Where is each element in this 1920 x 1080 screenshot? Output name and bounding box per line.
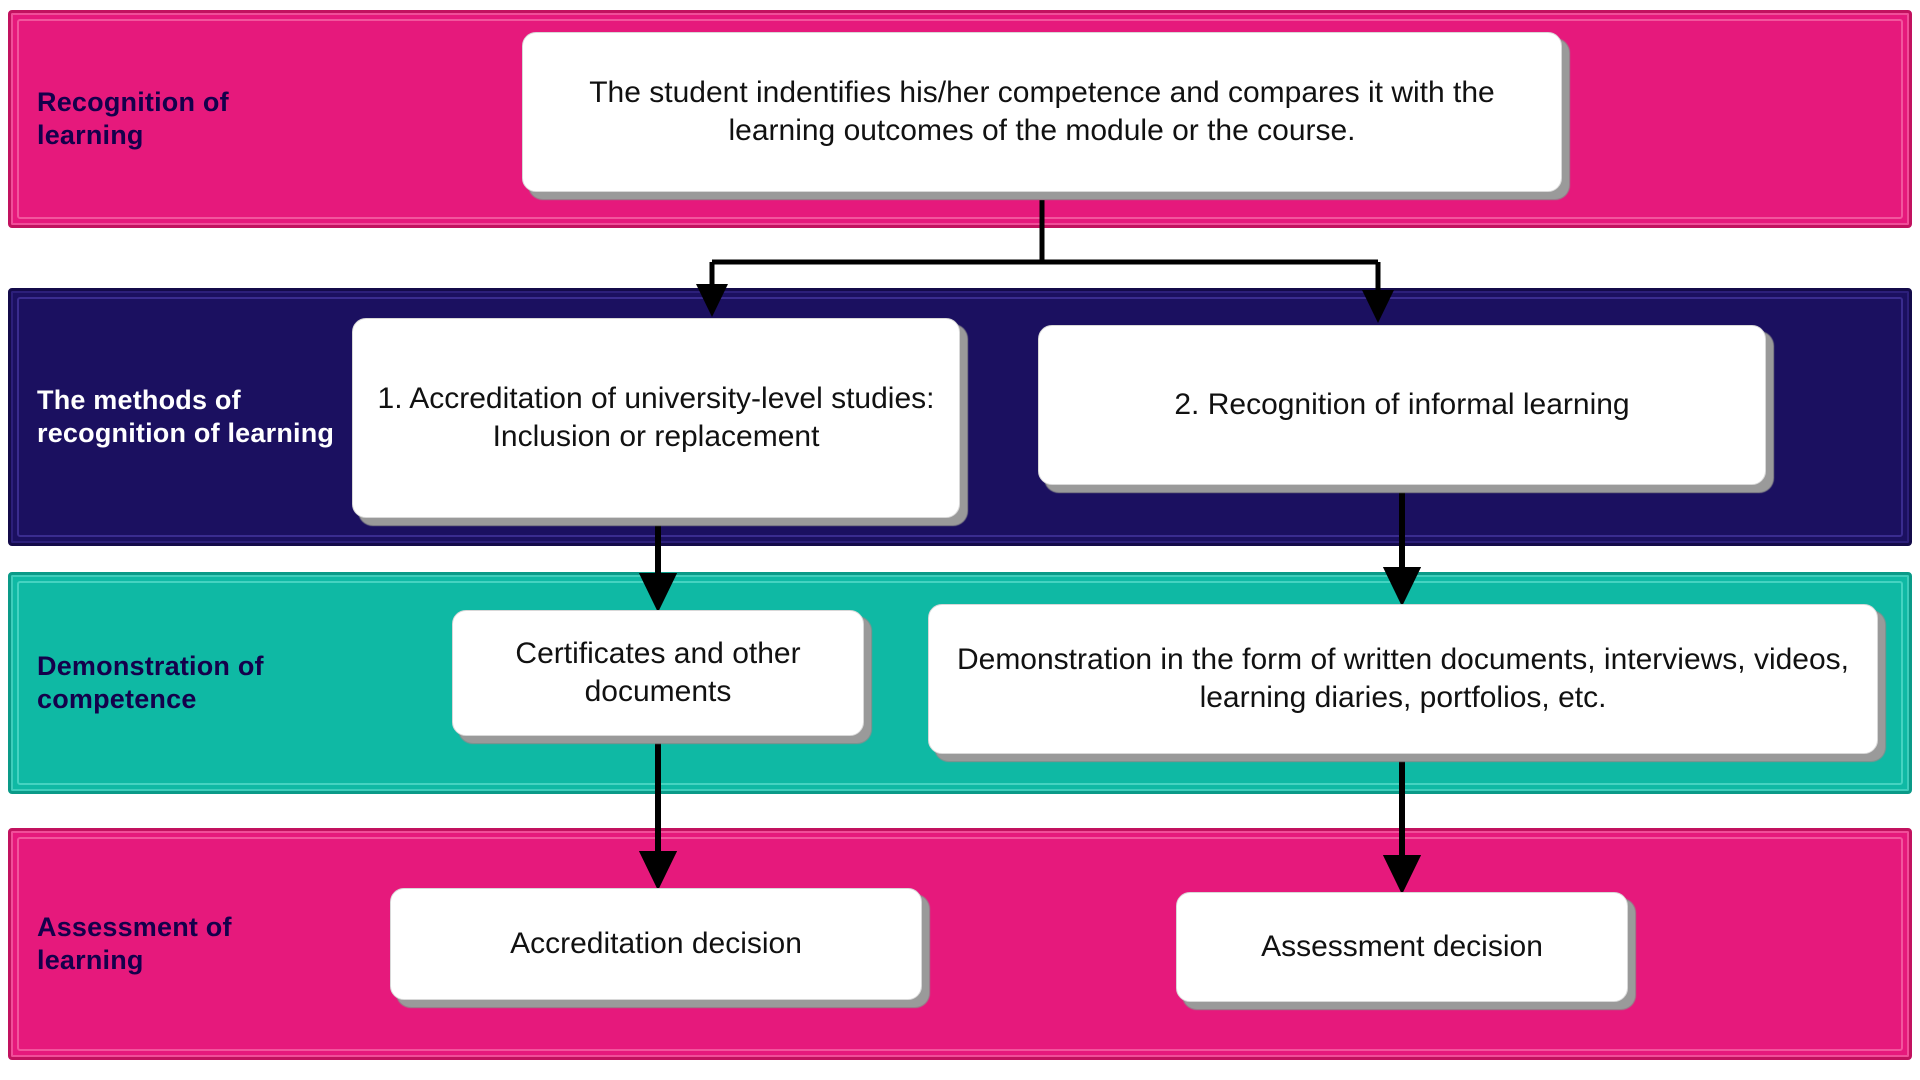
node-demonstration-forms: Demonstration in the form of written documents, interviews, videos, learning diaries, portfolios, etc.	[928, 604, 1878, 754]
band-label-demonstration: Demonstration of competence	[37, 651, 264, 714]
band-label-methods: The methods of recognition of learning	[37, 385, 335, 448]
node-assessment-decision: Assessment decision	[1176, 892, 1628, 1002]
node-accreditation-decision: Accreditation decision	[390, 888, 922, 1000]
node-student-identifies-competence: The student indentifies his/her competence and compares it with the learning outcomes of the module or the course.	[522, 32, 1562, 192]
band-label-recognition: Recognition of learning	[37, 87, 229, 150]
band-label-assessment: Assessment of learning	[37, 912, 232, 975]
node-accreditation-of-university-level-studies: 1. Accreditation of university-level studies: Inclusion or replacement	[352, 318, 960, 518]
node-recognition-of-informal-learning: 2. Recognition of informal learning	[1038, 325, 1766, 485]
node-certificates-and-other-documents: Certificates and other documents	[452, 610, 864, 736]
